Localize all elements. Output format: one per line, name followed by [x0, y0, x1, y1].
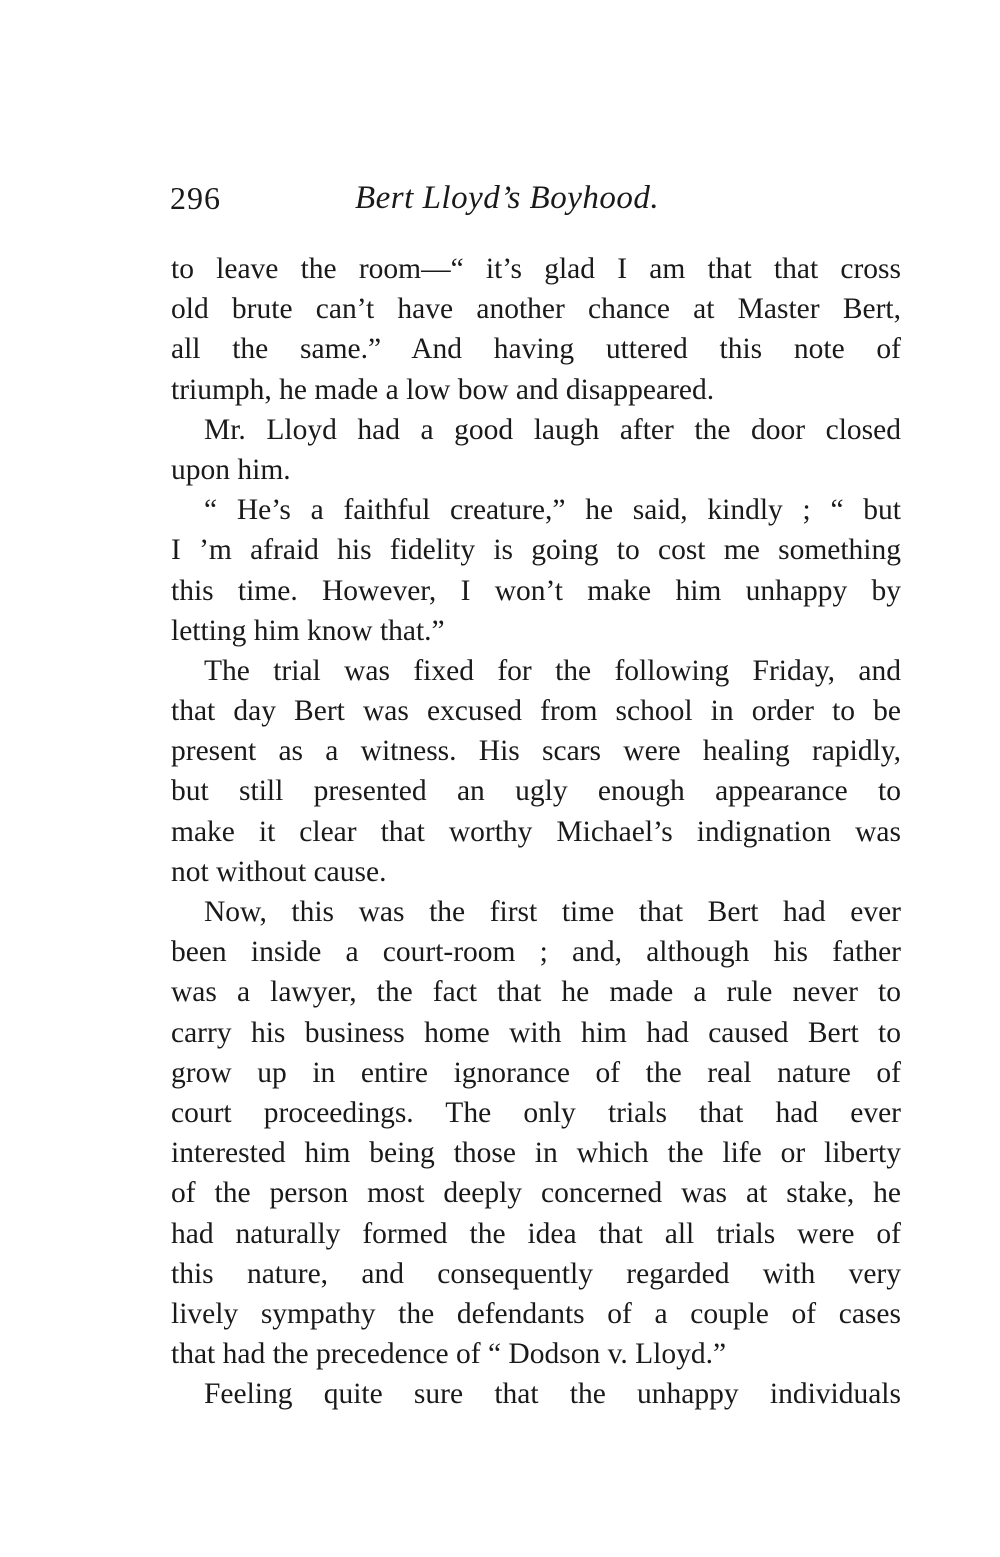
text-line: letting him know that.”	[171, 614, 445, 647]
text-line: triumph, he made a low bow and disappeared.	[171, 373, 715, 406]
text-line: to leave the room—“ it’s glad I am that that cross	[171, 253, 901, 285]
text-line: interested him being those in which the life or liberty	[171, 1137, 901, 1170]
text-line: been inside a court-room ; and, although his father	[171, 936, 901, 969]
page-header	[170, 180, 730, 230]
text-line: but still presented an ugly enough appearance to	[171, 775, 901, 808]
text-line: not without cause.	[171, 855, 387, 888]
text-line: I ’m afraid his fidelity is going to cost me something	[171, 534, 901, 567]
text-line: all the same.” And having uttered this note of	[171, 333, 901, 366]
text-line: The trial was fixed for the following Friday, and	[204, 654, 901, 687]
text-line: this nature, and consequently regarded with very	[171, 1257, 901, 1290]
text-line: Feeling quite sure that the unhappy individuals	[204, 1378, 901, 1411]
text-line: old brute can’t have another chance at Master Bert,	[171, 293, 901, 326]
text-line: had naturally formed the idea that all trials were of	[171, 1217, 901, 1250]
text-line: this time. However, I won’t make him unhappy by	[171, 574, 901, 607]
text-line: that day Bert was excused from school in order to be	[171, 695, 901, 728]
text-line: make it clear that worthy Michael’s indignation was	[171, 815, 901, 848]
text-line: grow up in entire ignorance of the real nature of	[171, 1056, 901, 1089]
text-line: was a lawyer, the fact that he made a rule never to	[171, 976, 901, 1009]
text-line: “ He’s a faithful creature,” he said, kindly ; “ but	[204, 494, 901, 527]
page-number: 296	[170, 180, 221, 216]
text-line: that had the precedence of “ Dodson v. Lloyd.”	[171, 1338, 727, 1371]
text-line: Now, this was the first time that Bert had ever	[204, 896, 901, 928]
text-line: lively sympathy the defendants of a couple of cases	[171, 1297, 901, 1330]
body-text	[171, 249, 901, 1414]
text-line: court proceedings. The only trials that had ever	[171, 1096, 901, 1129]
running-title: Bert Lloyd’s Boyhood.	[355, 180, 660, 216]
text-line: of the person most deeply concerned was at stake, he	[171, 1177, 901, 1210]
text-line: Mr. Lloyd had a good laugh after the door closed	[204, 413, 901, 446]
text-line: upon him.	[171, 453, 291, 486]
text-line: carry his business home with him had caused Bert to	[171, 1016, 901, 1049]
text-line: present as a witness. His scars were healing rapidly,	[171, 735, 901, 768]
